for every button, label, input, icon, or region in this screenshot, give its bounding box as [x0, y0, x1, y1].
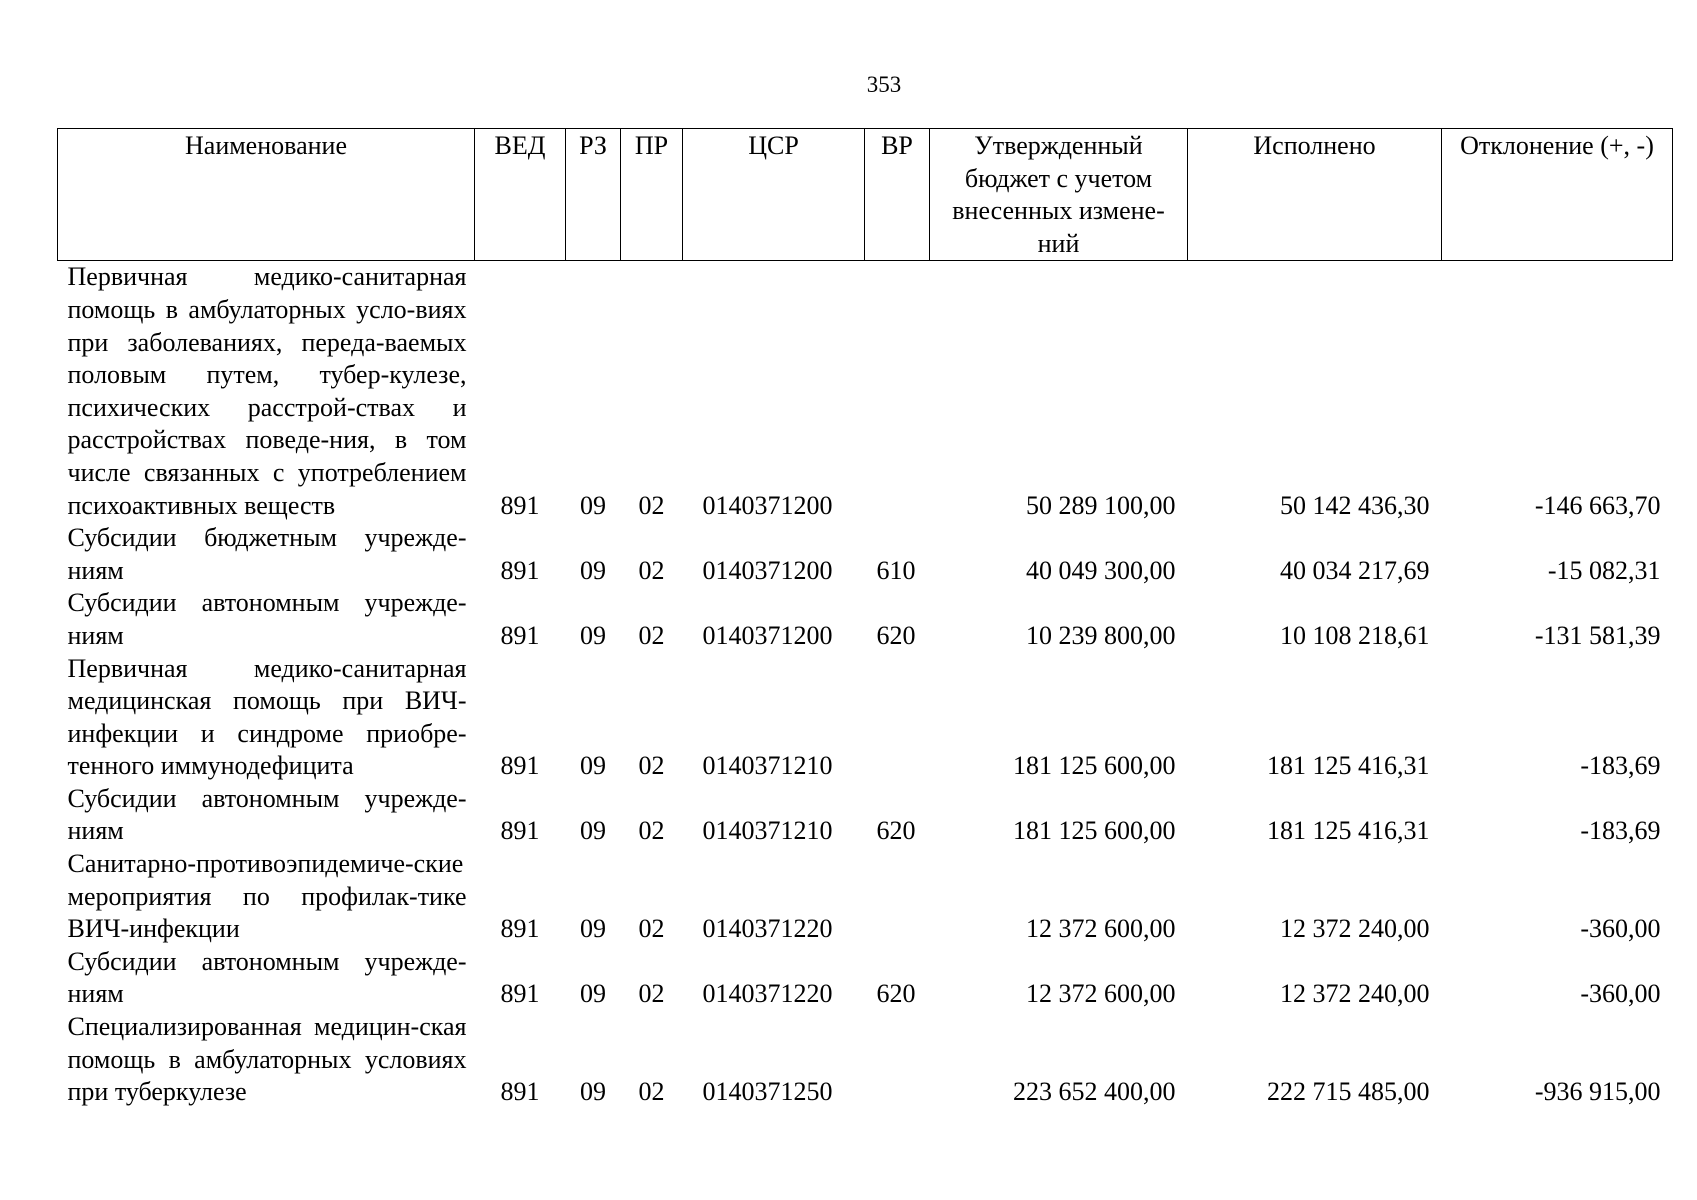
row-rz: 09	[580, 490, 606, 520]
row-rz: 09	[580, 751, 606, 781]
row-deviation: -360,00	[1580, 914, 1661, 944]
row-executed: 181 125 416,31	[1267, 816, 1430, 846]
row-ved: 891	[500, 816, 540, 846]
row-deviation: -183,69	[1580, 751, 1661, 781]
row-name: Первичная медико-санитарная помощь в амбулаторных усло-виях при заболеваниях, переда-ваемых половым путем, тубер-кулезе, психических расстрой-ствах и расстройствах поведе-ния, в том числе связанных с употреблением психоактивных веществ	[67, 262, 467, 520]
row-ved: 891	[500, 751, 540, 781]
row-name: Специализированная медицин-ская помощь в амбулаторных условиях при туберкулезе	[67, 1012, 467, 1107]
row-pr: 02	[638, 914, 665, 944]
row-vr	[865, 653, 930, 783]
row-executed: 222 715 485,00	[1267, 1077, 1430, 1107]
table-row	[58, 848, 1673, 946]
row-pr: 02	[638, 555, 665, 585]
row-rz: 09	[580, 1077, 606, 1107]
row-csr: 0140371200	[702, 620, 833, 650]
row-name: Субсидии автономным учрежде-ниям	[67, 588, 467, 650]
row-ved: 891	[500, 1077, 540, 1107]
header-rz: РЗ	[566, 129, 621, 261]
row-approved: 181 125 600,00	[1013, 751, 1176, 781]
row-name: Санитарно-противоэпидемиче-ские мероприятия по профилак-тике ВИЧ-инфекции	[67, 849, 467, 944]
row-csr: 0140371200	[702, 490, 833, 520]
row-executed: 12 372 240,00	[1280, 914, 1430, 944]
row-vr	[865, 261, 930, 522]
row-rz: 09	[580, 555, 606, 585]
row-approved: 12 372 600,00	[1026, 979, 1176, 1009]
row-csr: 0140371220	[702, 979, 833, 1009]
row-name: Субсидии бюджетным учрежде-ниям	[67, 523, 467, 585]
table-row	[58, 783, 1673, 848]
table-header-row	[58, 129, 1673, 261]
row-deviation: -183,69	[1580, 816, 1661, 846]
row-ved: 891	[500, 555, 540, 585]
row-executed: 10 108 218,61	[1280, 620, 1430, 650]
row-vr: 620	[876, 816, 916, 846]
row-approved: 50 289 100,00	[1026, 490, 1176, 520]
row-name: Первичная медико-санитарная медицинская помощь при ВИЧ-инфекции и синдроме приобре-тенного иммунодефицита	[67, 653, 467, 781]
row-ved: 891	[500, 620, 540, 650]
table-row	[58, 522, 1673, 587]
header-csr: ЦСР	[683, 129, 865, 261]
budget-table	[57, 128, 1673, 1109]
row-approved: 181 125 600,00	[1013, 816, 1176, 846]
row-pr: 02	[638, 751, 665, 781]
row-csr: 0140371250	[702, 1077, 833, 1107]
table-row	[58, 261, 1673, 522]
header-pr: ПР	[621, 129, 683, 261]
row-csr: 0140371210	[702, 816, 833, 846]
row-pr: 02	[638, 979, 665, 1009]
row-vr: 620	[876, 979, 916, 1009]
row-rz: 09	[580, 620, 606, 650]
row-csr: 0140371200	[702, 555, 833, 585]
row-pr: 02	[638, 490, 665, 520]
row-csr: 0140371210	[702, 751, 833, 781]
row-rz: 09	[580, 979, 606, 1009]
row-pr: 02	[638, 816, 665, 846]
row-deviation: -360,00	[1580, 979, 1661, 1009]
row-ved: 891	[500, 490, 540, 520]
row-vr: 620	[876, 620, 916, 650]
table-row	[58, 1011, 1673, 1109]
row-executed: 181 125 416,31	[1267, 751, 1430, 781]
row-pr: 02	[638, 1077, 665, 1107]
page-number: 353	[866, 72, 902, 97]
row-pr: 02	[638, 620, 665, 650]
row-approved: 223 652 400,00	[1013, 1077, 1176, 1107]
row-approved: 10 239 800,00	[1026, 620, 1176, 650]
row-name: Субсидии автономным учрежде-ниям	[67, 783, 467, 846]
row-rz: 09	[580, 914, 606, 944]
row-deviation: -146 663,70	[1534, 490, 1661, 520]
row-vr: 610	[876, 555, 916, 585]
row-deviation: -131 581,39	[1534, 620, 1661, 650]
row-deviation: -936 915,00	[1534, 1077, 1661, 1107]
table-row	[58, 946, 1673, 1011]
row-executed: 40 034 217,69	[1280, 555, 1430, 585]
row-vr	[865, 848, 930, 946]
row-rz: 09	[580, 816, 606, 846]
row-csr: 0140371220	[702, 914, 833, 944]
row-vr	[865, 1011, 930, 1109]
row-name: Субсидии автономным учрежде-ниям	[67, 946, 467, 1009]
row-executed: 12 372 240,00	[1280, 979, 1430, 1009]
header-executed: Исполнено	[1188, 129, 1442, 261]
row-approved: 12 372 600,00	[1026, 914, 1176, 944]
header-approved: Утвержденный бюджет с учетом внесенных измене-ний	[930, 129, 1188, 261]
header-deviation: Отклонение (+, -)	[1442, 129, 1673, 261]
table-row	[58, 653, 1673, 783]
header-vr: ВР	[865, 129, 930, 261]
header-name: Наименование	[58, 129, 475, 261]
row-executed: 50 142 436,30	[1280, 490, 1430, 520]
row-ved: 891	[500, 979, 540, 1009]
row-ved: 891	[500, 914, 540, 944]
table-row	[58, 587, 1673, 652]
row-approved: 40 049 300,00	[1026, 555, 1176, 585]
header-ved: ВЕД	[475, 129, 566, 261]
row-deviation: -15 082,31	[1547, 555, 1661, 585]
